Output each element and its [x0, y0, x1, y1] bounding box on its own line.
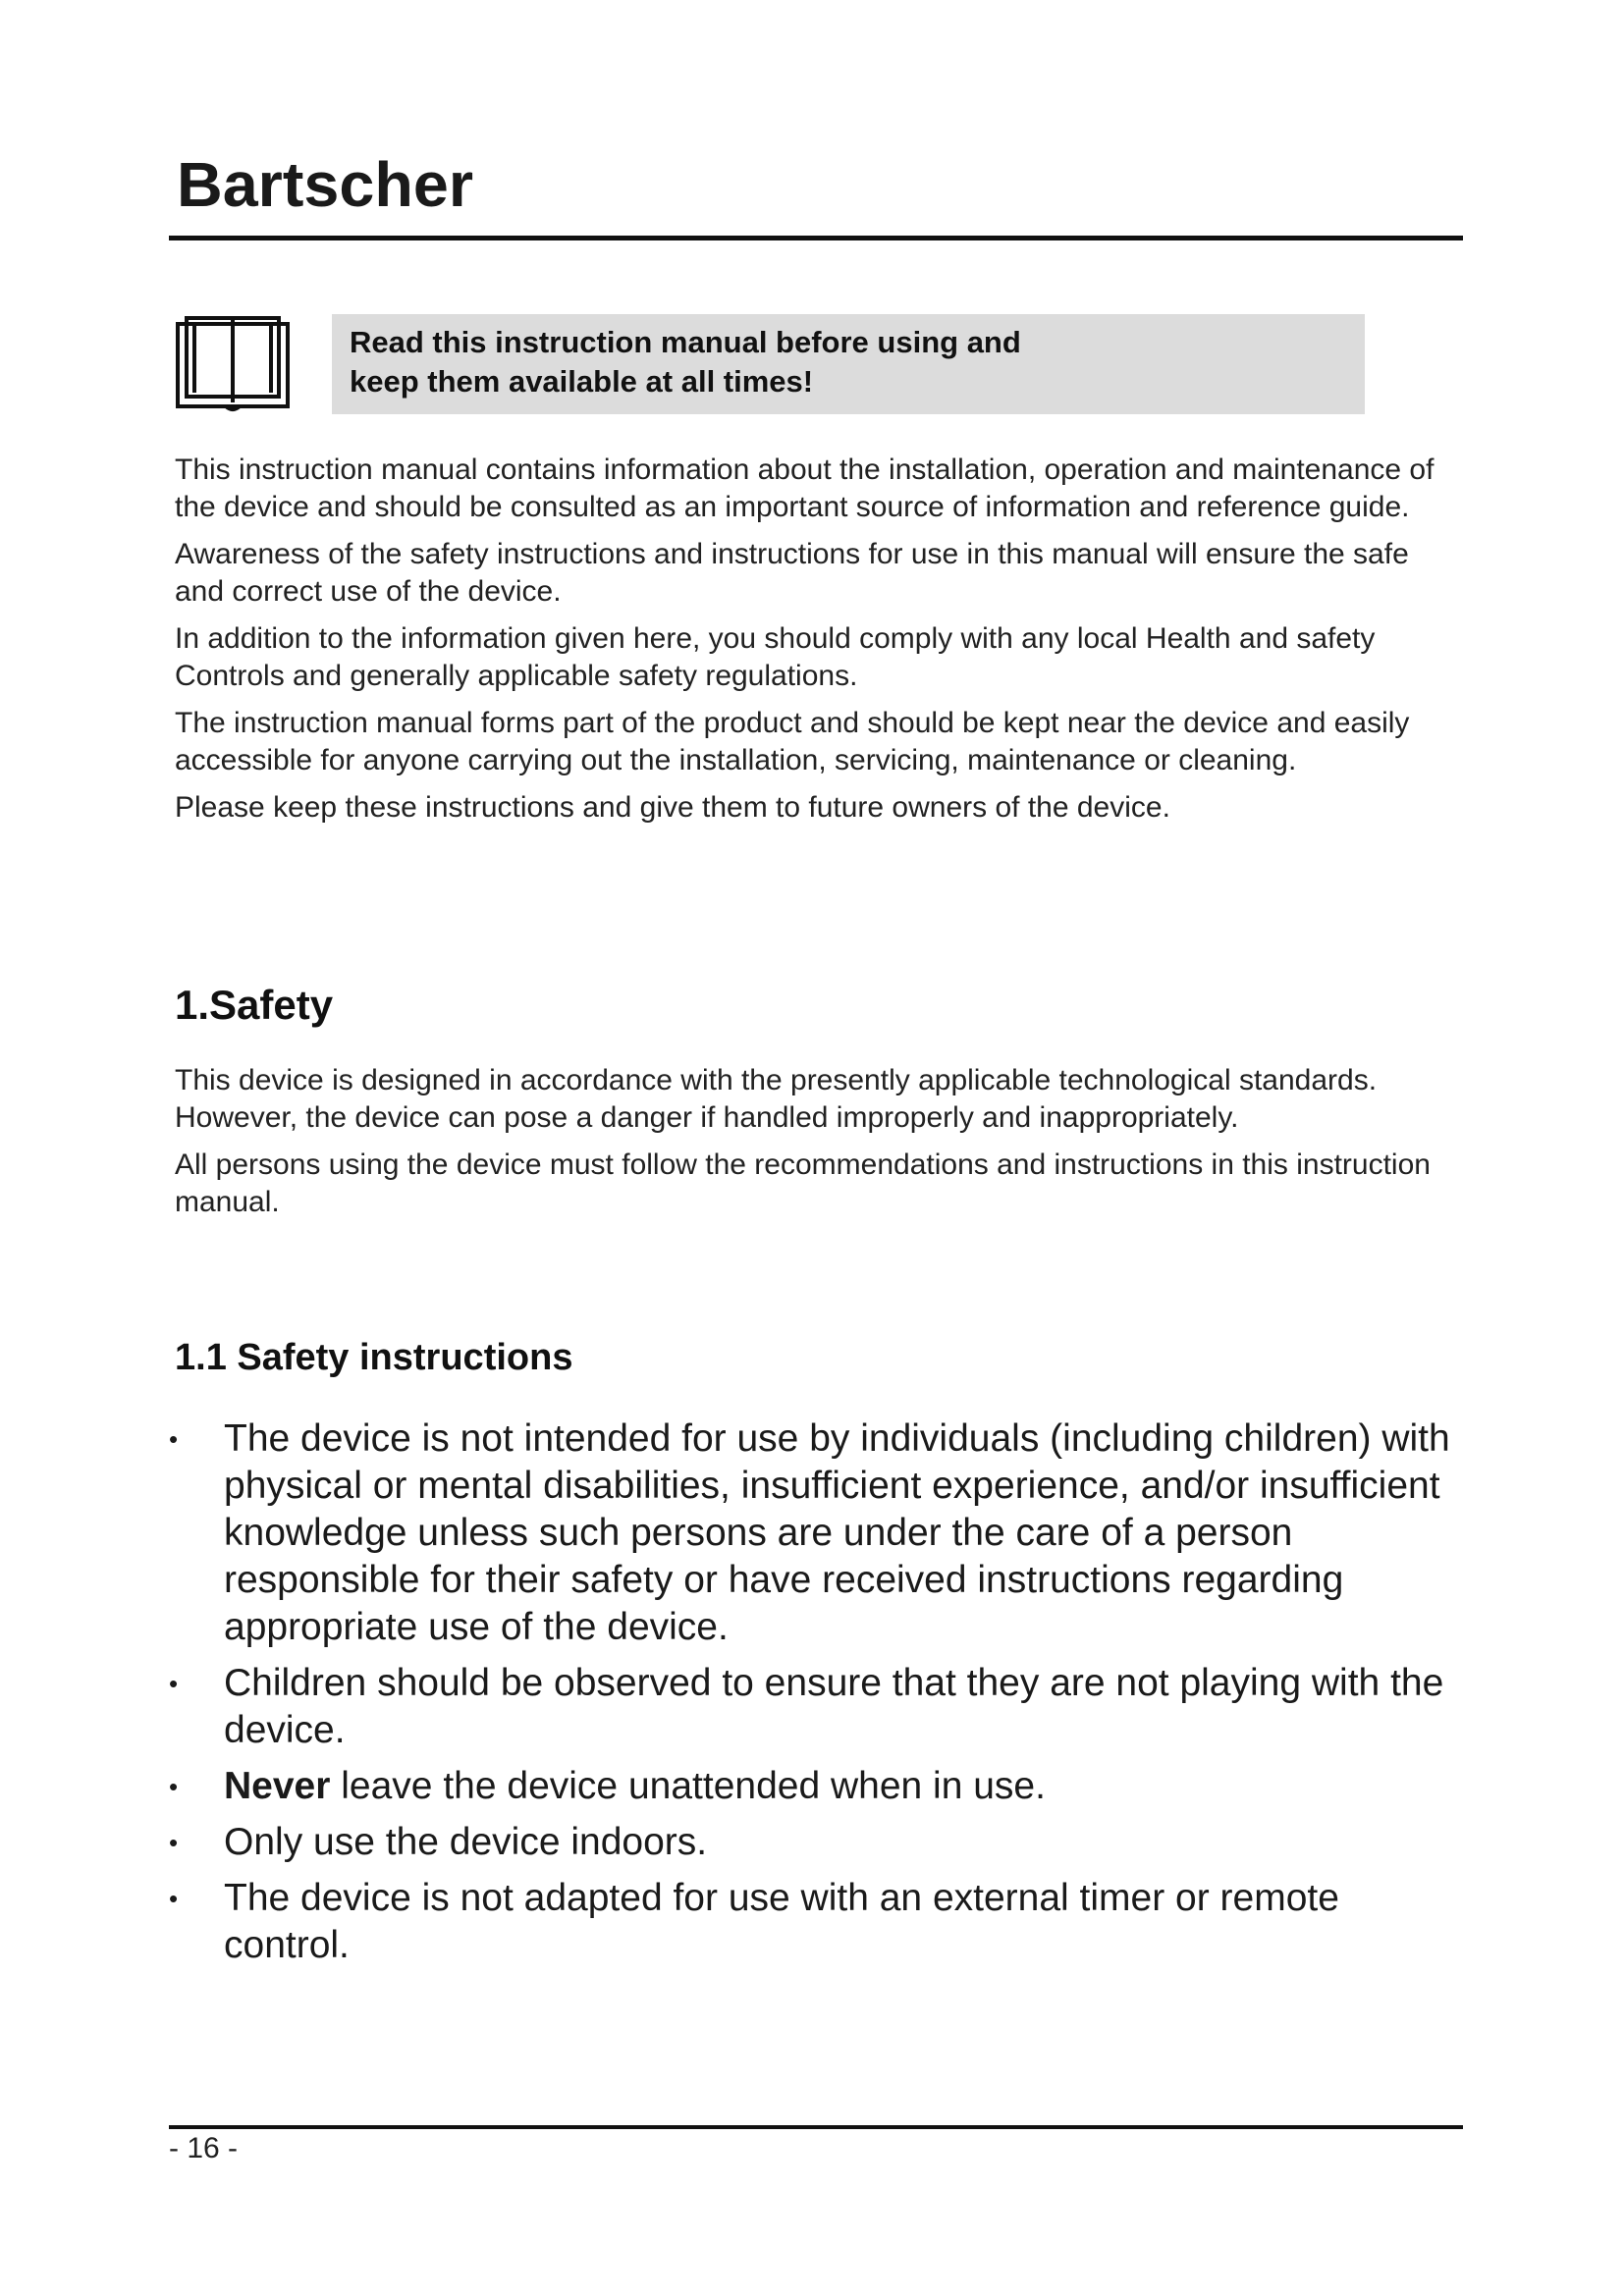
notice-line-2: keep them available at all times! [350, 364, 814, 399]
safety-paragraph-2: All persons using the device must follow the recommendations and instructions in this instruction manual. [175, 1148, 1431, 1218]
notice-line-1: Read this instruction manual before using and [350, 325, 1021, 359]
list-item-text: leave the device unattended when in use. [330, 1765, 1046, 1807]
safety-paragraph-1: This device is designed in accordance with the presently applicable technological standards. However, the device can pose a danger if handled improperly and inappropriately. [175, 1064, 1378, 1134]
book-icon [175, 314, 291, 412]
list-item-text: Only use the device indoors. [224, 1821, 708, 1863]
read-manual-notice [332, 314, 1365, 414]
footer-rule [169, 2125, 1463, 2129]
bullet-icon: • [169, 1884, 179, 1913]
intro-paragraph-4: The instruction manual forms part of the product and should be kept near the device and easily accessible for anyone carrying out the installation, servicing, maintenance or cleaning. [175, 707, 1410, 776]
intro-section [175, 452, 1461, 836]
list-item [167, 1875, 1463, 1969]
svg-text:Bartscher: Bartscher [177, 149, 473, 220]
list-item [167, 1415, 1463, 1651]
list-item [167, 1660, 1463, 1754]
list-item [167, 1763, 1463, 1810]
bullet-icon: • [169, 1424, 179, 1454]
list-item-text: The device is not intended for use by individuals (including children) with physical or mental disabilities, insufficient experience, and/or insufficient knowledge unless such persons are under the care of a person responsible for their safety or have received instructions regarding appropriate use of the device. [224, 1417, 1450, 1648]
safety-heading: 1.Safety [175, 982, 334, 1028]
list-item [167, 1819, 1463, 1866]
bartscher-logo [177, 130, 481, 230]
intro-paragraph-2: Awareness of the safety instructions and instructions for use in this manual will ensure the safe and correct use of the device. [175, 538, 1409, 608]
bullet-icon: • [169, 1828, 179, 1857]
list-item-text: Children should be observed to ensure that they are not playing with the device. [224, 1662, 1444, 1751]
intro-paragraph-5: Please keep these instructions and give them to future owners of the device. [175, 791, 1170, 824]
list-item-text: The device is not adapted for use with an external timer or remote control. [224, 1877, 1339, 1966]
intro-paragraph-1: This instruction manual contains information about the installation, operation and maintenance of the device and should be consulted as an important source of information and reference guide. [175, 454, 1435, 523]
bullet-icon: • [169, 1772, 179, 1801]
list-item-emphasis: Never [224, 1765, 331, 1807]
page-number: - 16 - [169, 2132, 239, 2164]
intro-paragraph-3: In addition to the information given here, you should comply with any local Health and safety Controls and generally applicable safety regulations. [175, 622, 1376, 692]
header-rule [169, 236, 1463, 240]
bullet-icon: • [169, 1669, 179, 1698]
safety-section [175, 1062, 1461, 1231]
safety-instructions-heading: 1.1 Safety instructions [175, 1337, 573, 1378]
safety-instructions-list [167, 1415, 1463, 1978]
